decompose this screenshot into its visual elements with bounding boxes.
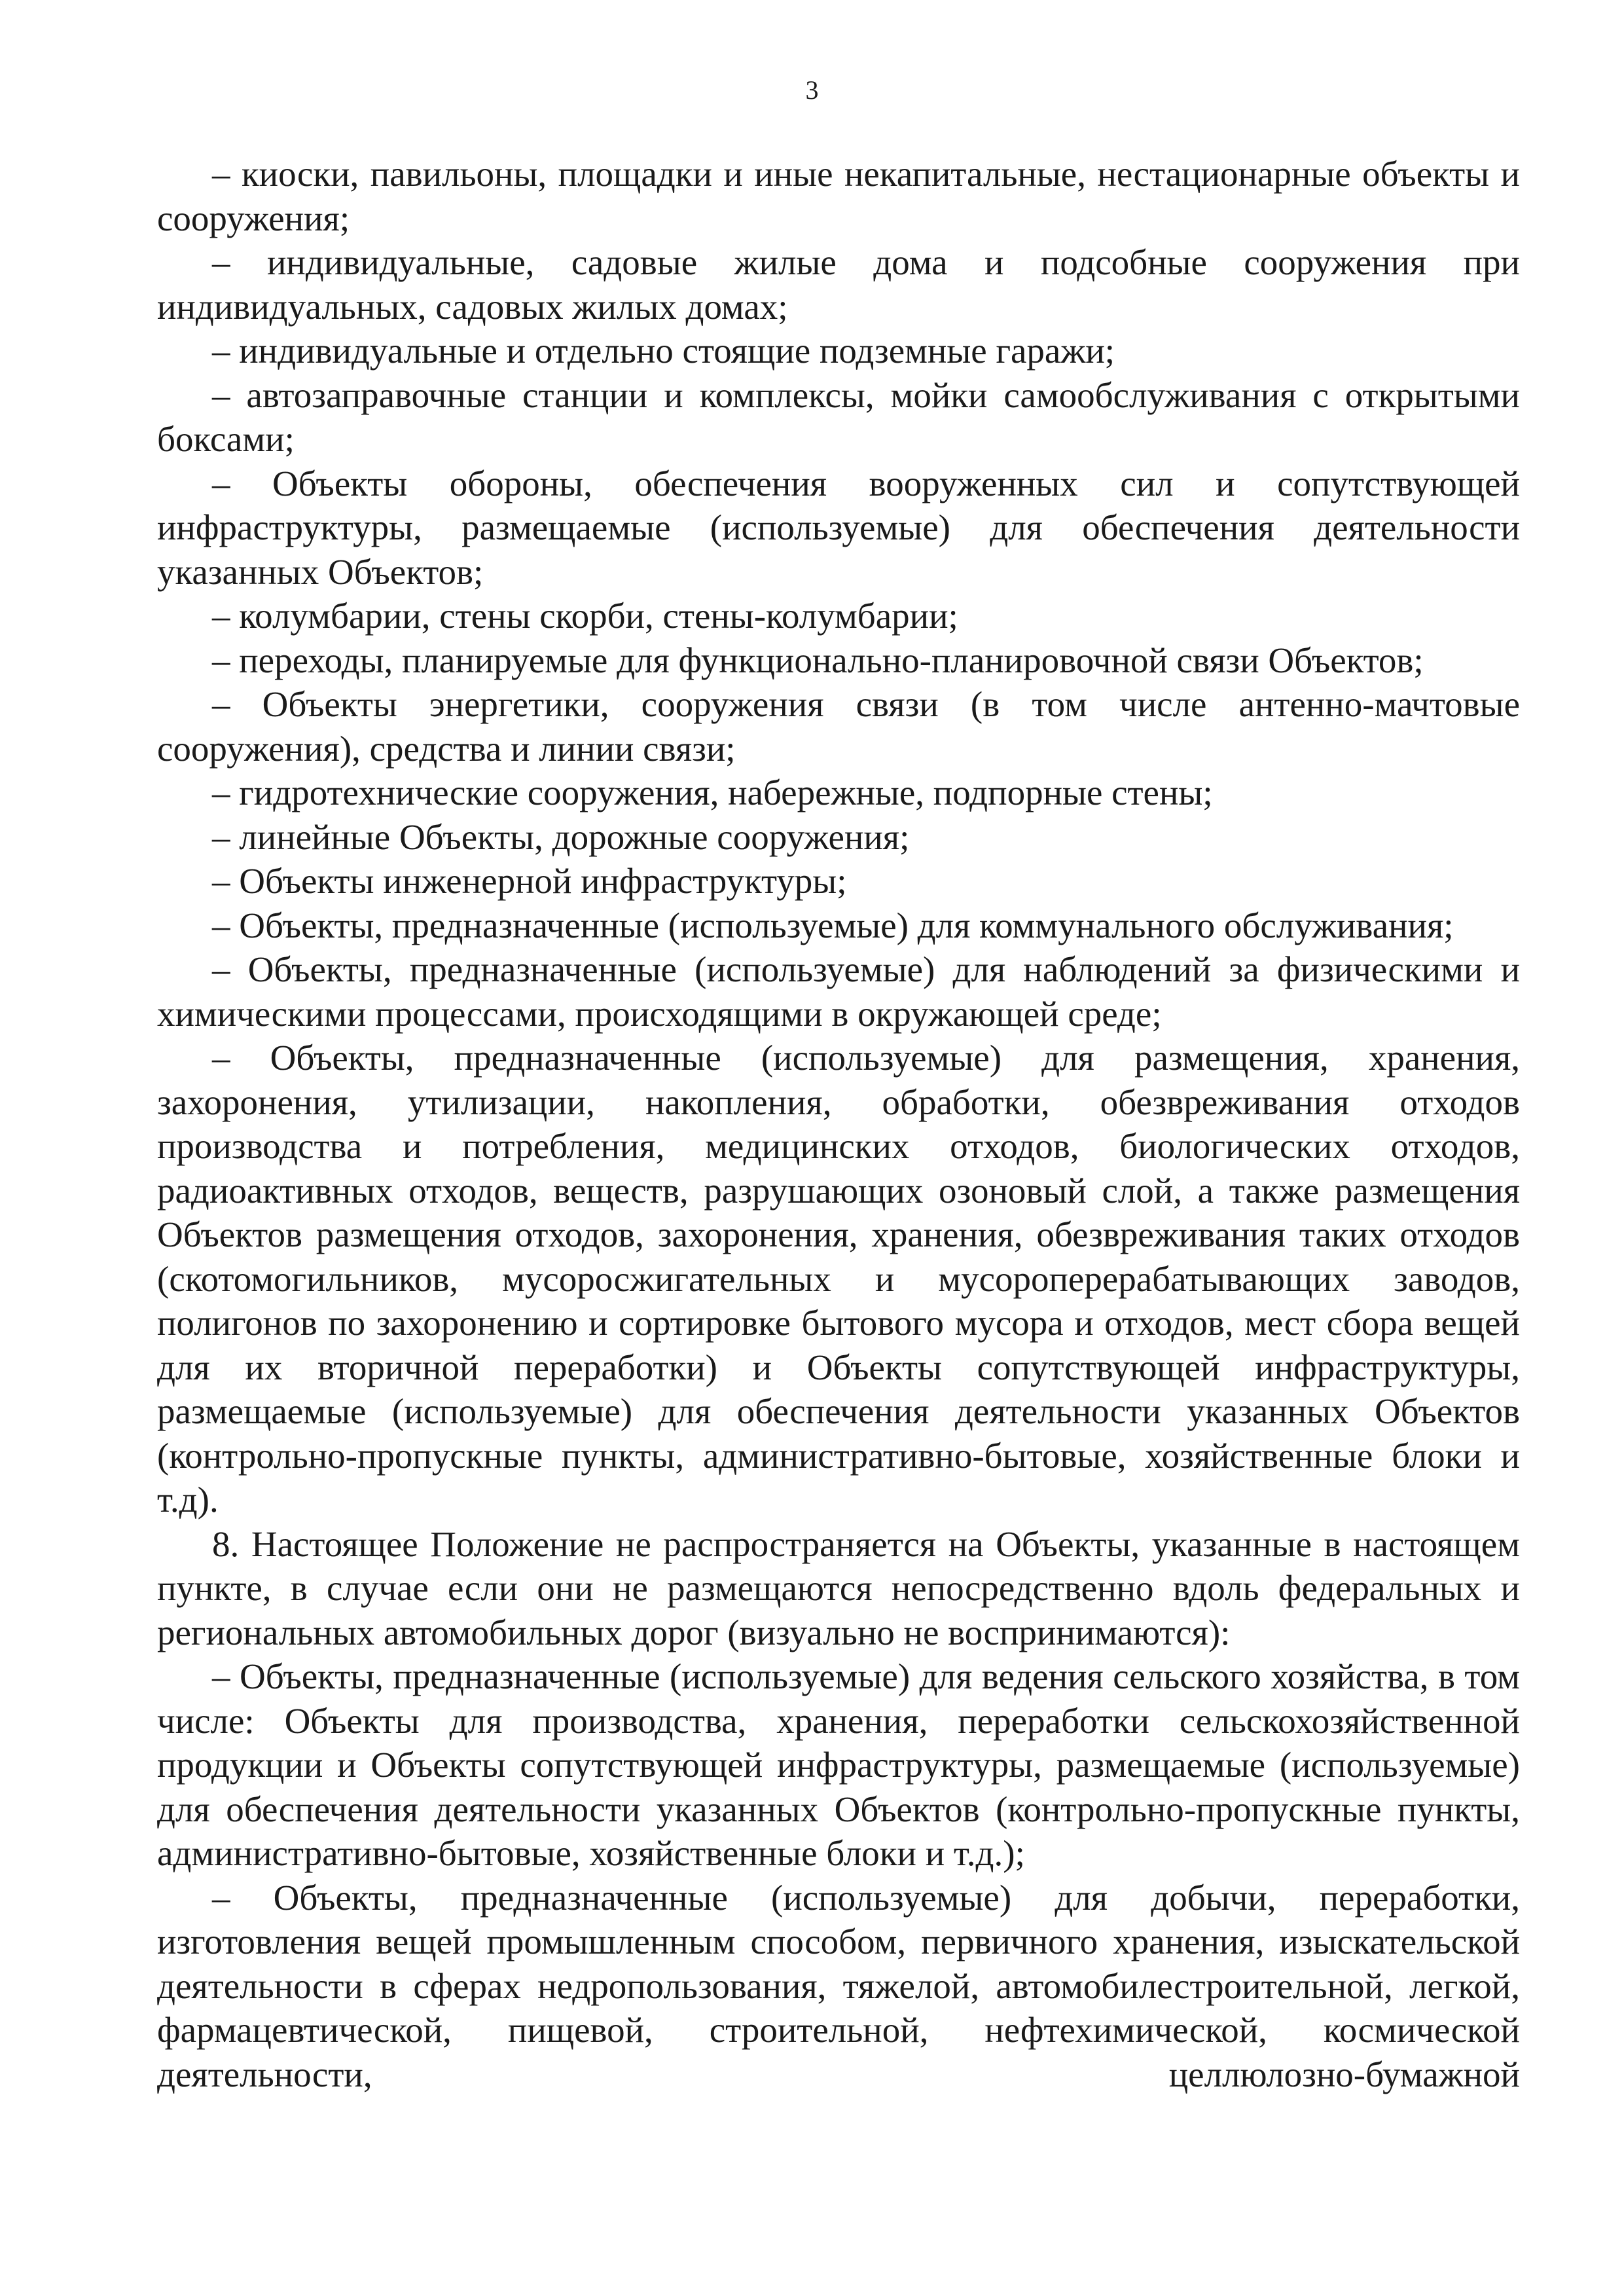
- paragraph-16: – Объекты, предназначенные (используемые) для ведения сельского хозяйства, в том числе: Объекты для производства, хранения, переработки сельскохозяйственной продукции и Объекты сопутствующей инфраструктуры, размещаемые (используемые) для обеспечения деятельности указанных Объектов (контрольно-пропускные пункты, административно-бытовые, хозяйственные блоки и т.д.);: [157, 1656, 1520, 1873]
- paragraph-12: – Объекты, предназначенные (используемые) для коммунального обслуживания;: [212, 905, 1454, 945]
- paragraph-4: – автозаправочные станции и комплексы, мойки самообслуживания с открытыми боксами;: [157, 374, 1520, 459]
- paragraph-10: – линейные Объекты, дорожные сооружения;: [212, 816, 910, 857]
- page-number: 3: [805, 75, 819, 105]
- paragraph-11: – Объекты инженерной инфраструктуры;: [212, 861, 847, 901]
- paragraph-3: – индивидуальные и отдельно стоящие подземные гаражи;: [212, 331, 1115, 371]
- paragraph-8: – Объекты энергетики, сооружения связи (в том числе антенно-мачтовые сооружения), средства и линии связи;: [157, 684, 1520, 769]
- paragraph-15: 8. Настоящее Положение не распространяется на Объекты, указанные в настоящем пункте, в случае если они не размещаются непосредственно вдоль федеральных и региональных автомобильных дорог (визуально не воспринимаются):: [157, 1523, 1520, 1652]
- paragraph-2: – индивидуальные, садовые жилые дома и подсобные сооружения при индивидуальных, садовых жилых домах;: [157, 242, 1520, 327]
- paragraph-17: – Объекты, предназначенные (используемые) для добычи, переработки, изготовления вещей промышленным способом, первичного хранения, изыскательской деятельности в сферах недропользования, тяжелой, автомобилестроительной, легкой, фармацевтической, пищевой, строительной, нефтехимической, космической деятельности, целлюлозно-бумажной: [157, 1877, 1520, 2094]
- paragraph-7: – переходы, планируемые для функционально-планировочной связи Объектов;: [212, 640, 1424, 680]
- paragraph-9: – гидротехнические сооружения, набережные, подпорные стены;: [212, 773, 1213, 812]
- paragraph-13: – Объекты, предназначенные (используемые) для наблюдений за физическими и химическими процессами, происходящими в окружающей среде;: [157, 949, 1520, 1034]
- paragraph-14: – Объекты, предназначенные (используемые) для размещения, хранения, захоронения, утилизации, накопления, обработки, обезвреживания отходов производства и потребления, медицинских отходов, биологических отходов, радиоактивных отходов, веществ, разрушающих озоновый слой, а также размещения Объектов размещения отходов, захоронения, хранения, обезвреживания таких отходов (скотомогильников, мусоросжигательных и мусороперерабатывающих заводов, полигонов по захоронению и сортировке бытового мусора и отходов, мест сбора вещей для их вторичной переработки) и Объекты сопутствующей инфраструктуры, размещаемые (используемые) для обеспечения деятельности указанных Объектов (контрольно-пропускные пункты, административно-бытовые, хозяйственные блоки и т.д).: [157, 1038, 1520, 1520]
- paragraph-1: – киоски, павильоны, площадки и иные некапитальные, нестационарные объекты и сооружения;: [157, 154, 1520, 238]
- paragraph-6: – колумбарии, стены скорби, стены-колумбарии;: [212, 596, 958, 636]
- paragraph-5: – Объекты обороны, обеспечения вооруженных сил и сопутствующей инфраструктуры, размещаемые (используемые) для обеспечения деятельности указанных Объектов;: [157, 463, 1520, 592]
- document-body: [157, 152, 1520, 2096]
